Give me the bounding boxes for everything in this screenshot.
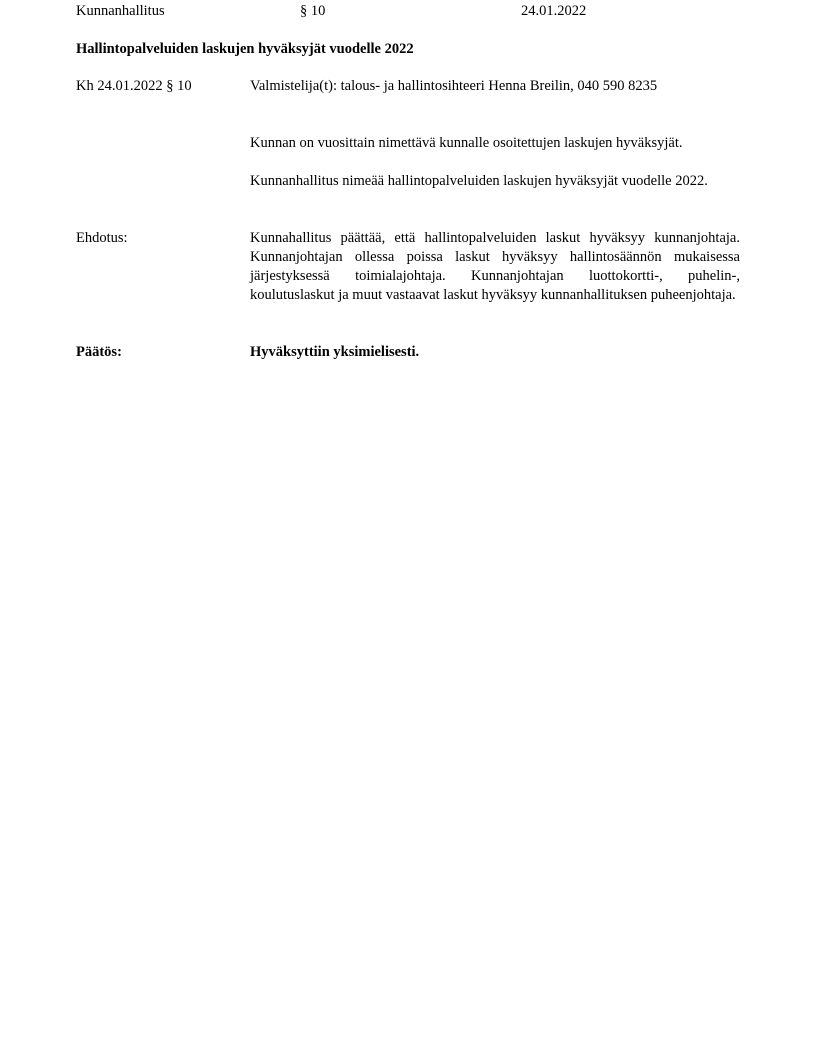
- reference-label: Kh 24.01.2022 § 10: [76, 78, 192, 94]
- body-paragraph-2: Kunnanhallitus nimeää hallintopalveluiden laskujen hyväksyjät vuodelle 2022.: [250, 173, 708, 189]
- preparer-line: Valmistelija(t): talous- ja hallintosihteeri Henna Breilin, 040 590 8235: [250, 78, 658, 94]
- proposal-label: Ehdotus:: [76, 230, 128, 246]
- header-date: 24.01.2022: [521, 3, 587, 19]
- decision-label: Päätös:: [76, 344, 122, 360]
- body-paragraph-1: Kunnan on vuosittain nimettävä kunnalle osoitettujen laskujen hyväksyjät.: [250, 135, 683, 151]
- document-title: Hallintopalveluiden laskujen hyväksyjät vuodelle 2022: [76, 41, 414, 57]
- header-section: § 10: [300, 3, 326, 19]
- decision-text: Hyväksyttiin yksimielisesti.: [250, 344, 420, 360]
- header-body-name: Kunnanhallitus: [76, 3, 165, 19]
- proposal-text: Kunnahallitus päättää, että hallintopalveluiden laskut hyväksyy kunnanjohtaja. Kunnanjohtajan ollessa poissa laskut hyväksyy hallintosäännön mukaisessa järjestyksessä toimialajohtaja. Kunnanjohtajan luottokortti-, puhelin-, koulutuslaskut ja muut vastaavat laskut hyväksyy kunnanhallituksen puheenjohtaja.: [250, 230, 740, 303]
